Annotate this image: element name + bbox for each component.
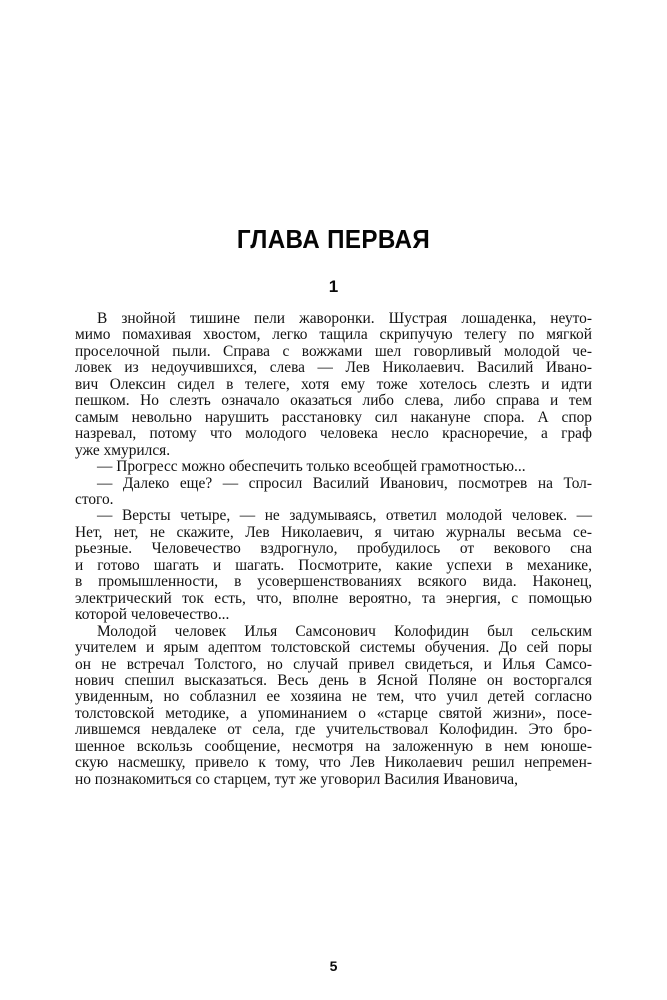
text-line: шенное вскользь сообщение, несмотря на заложенную в нем юноше-: [75, 737, 592, 755]
text-line: В знойной тишине пели жаворонки. Шустрая лошаденка, неуто-: [97, 310, 592, 327]
text-line: толстовской методике, а упоминанием о «старце святой жизни», посе-: [75, 704, 592, 722]
text-line: — Далеко еще? — спросил Василий Иванович, посмотрев на Тол-: [97, 474, 592, 492]
text-line: которой человечество...: [75, 606, 230, 624]
paragraph: [75, 508, 592, 623]
paragraph: [75, 624, 592, 789]
text-line: назревал, потому что молодого человека несло красноречие, а граф: [75, 425, 592, 443]
text-line: учителем и ярым адептом толстовской системы обучения. До сей поры: [75, 639, 592, 657]
text-line: пешком. Но слезть означало оказаться либо слева, либо справа и тем: [75, 392, 592, 410]
chapter-title: ГЛАВА ПЕРВАЯ: [236, 224, 431, 254]
text-line: скую насмешку, привело к тому, что Лев Николаевич решил непремен-: [75, 754, 592, 772]
text-line: — Версты четыре, — не задумываясь, ответил молодой человек. —: [97, 507, 592, 525]
text-line: вич Олексин сидел в телеге, хотя ему тоже хотелось слезть и идти: [75, 375, 592, 393]
text-line: мимо помахивая хвостом, легко тащила скрипучую телегу по мягкой: [75, 326, 592, 344]
section-number: 1: [328, 277, 339, 296]
text-line: рьезные. Человечество вздрогнуло, пробудилось от векового сна: [75, 540, 592, 558]
paragraph: [75, 459, 592, 475]
text-line: Молодой человек Илья Самсонович Колофидин был сельским: [97, 622, 592, 640]
text-line: но познакомиться со старцем, тут же уговорил Василия Ивановича,: [75, 770, 518, 788]
text-line: нович спешил высказаться. Весь день в Ясной Поляне он восторгался: [75, 671, 592, 689]
text-line: стого.: [75, 490, 114, 508]
paragraph: [75, 311, 592, 459]
body-text-block: [75, 311, 592, 788]
page-number: 5: [329, 958, 338, 974]
text-line: электрический ток есть, что, вполне вероятно, та энергия, с помощью: [75, 589, 592, 607]
text-line: и готово шагать и шагать. Посмотрите, какие успехи в механике,: [75, 556, 592, 574]
text-line: проселочной пыли. Справа с вожжами шел говорливый молодой че-: [75, 342, 592, 360]
text-line: увиденным, но соблазнил ее хозяина не тем, что учил детей согласно: [75, 688, 592, 706]
paragraph: [75, 476, 592, 509]
text-line: лившемся невдалеке от села, где учительствовал Колофидин. Это бро-: [75, 721, 592, 739]
text-line: ловек из недоучившихся, слева — Лев Николаевич. Василий Ивано-: [75, 359, 592, 377]
text-line: в промышленности, в усовершенствованиях всякого вида. Наконец,: [75, 573, 592, 591]
text-line: — Прогресс можно обеспечить только всеобщей грамотностью...: [97, 458, 526, 476]
text-line: он не встречал Толстого, но случай привел свидеться, и Илья Самсо-: [75, 655, 592, 673]
text-line: самым невольно нарушить расстановку сил накануне спора. А спор: [75, 408, 592, 426]
text-line: Нет, нет, не скажите, Лев Николаевич, я читаю журналы весьма се-: [75, 523, 592, 541]
text-line: уже хмурился.: [75, 441, 171, 459]
